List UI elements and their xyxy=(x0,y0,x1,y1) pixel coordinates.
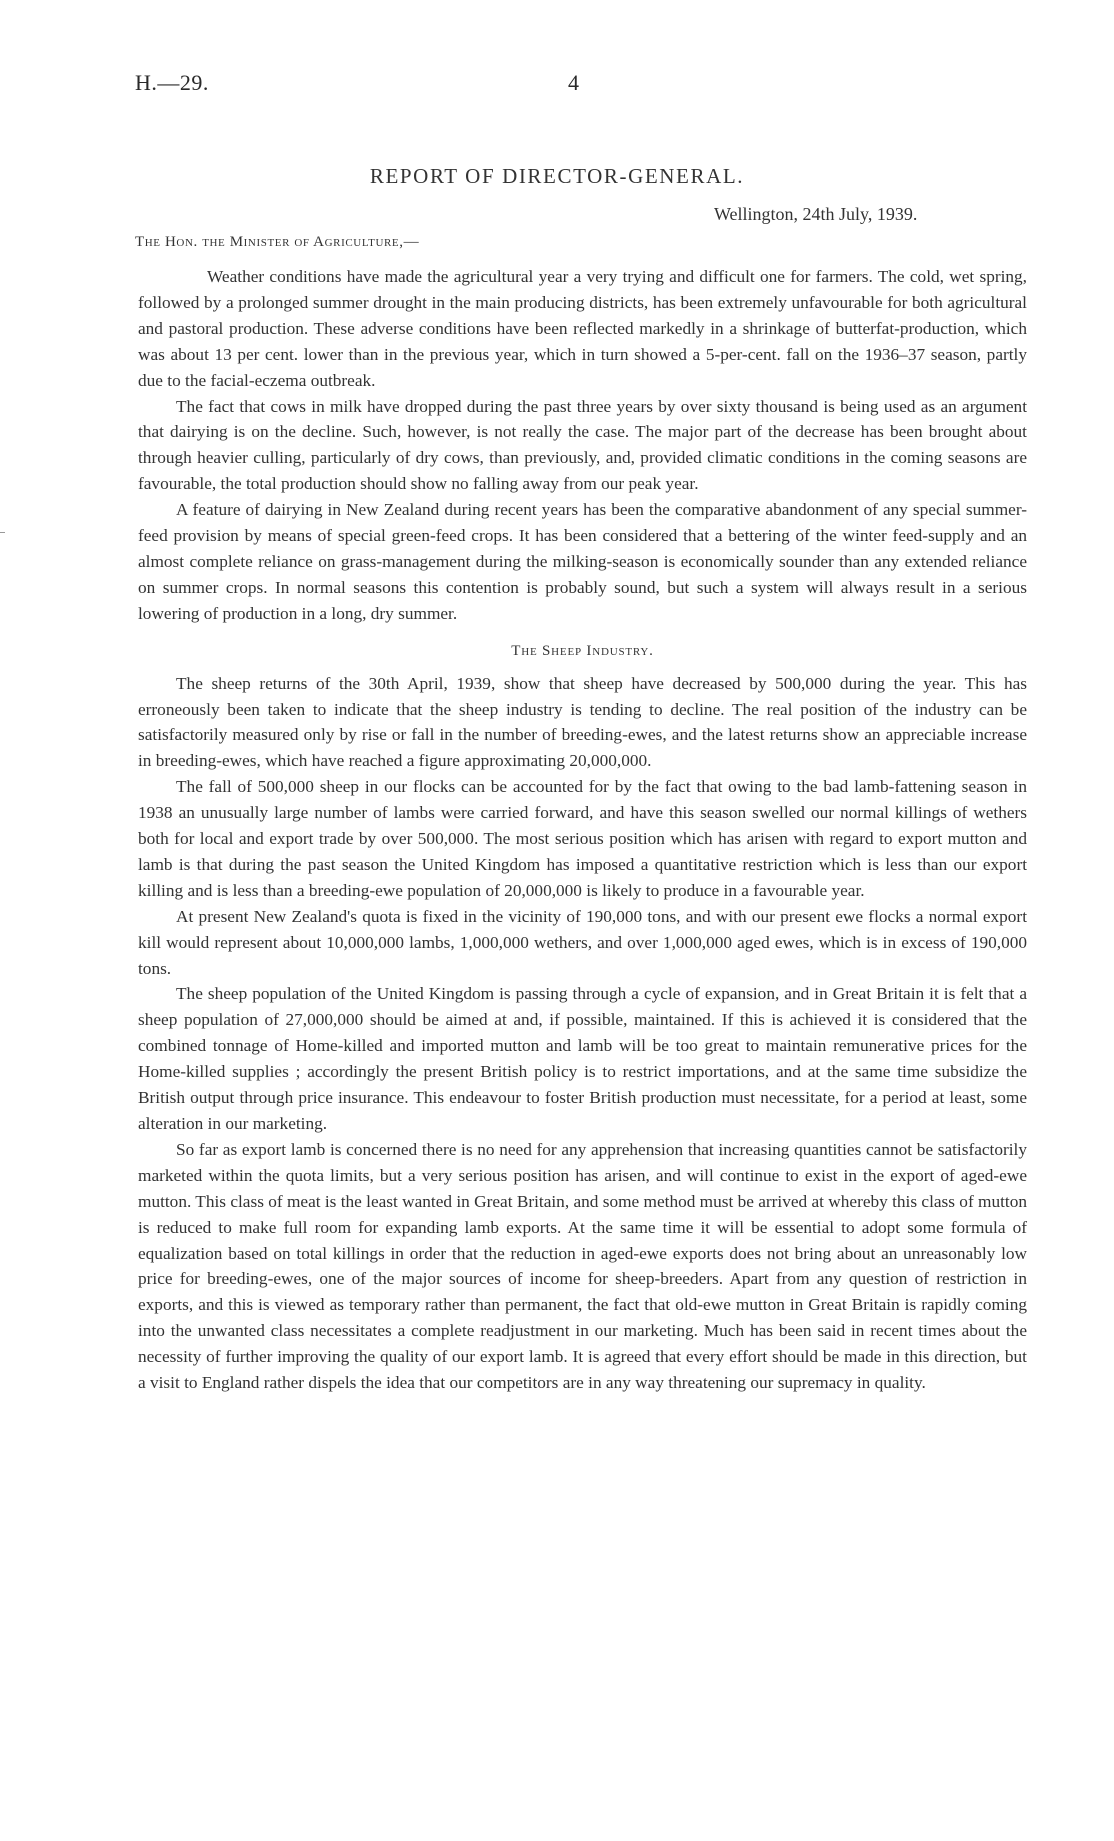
report-title: REPORT OF DIRECTOR-GENERAL. xyxy=(369,164,745,188)
paragraph: The fact that cows in milk have dropped during the past three years by over sixty thousand is being used as an argument that dairying is on the decline. Such, however, is not really the case. The major part of the decrease has been brought about through heavier culling, particularly of dry cows, than previously, and, provided climatic conditions in the coming seasons are favourable, the total production should show no falling away from our peak year. xyxy=(138,396,1027,494)
report-body xyxy=(138,264,1027,1396)
paragraph: A feature of dairying in New Zealand during recent years has been the comparative abandonment of any special summer-feed provision by means of special green-feed crops. It has been considered that a bettering of the winter feed-supply and an almost complete reliance on grass-management during the milking-season is economically sounder than any extended reliance on summer crops. In normal seasons this contention is probably sound, but such a system will always result in a serious lowering of production in a long, dry summer. xyxy=(138,500,1027,623)
paragraph: The sheep returns of the 30th April, 1939, show that sheep have decreased by 500,000 during the year. This has erroneously been taken to indicate that the sheep industry is tending to decline. The real position of the industry can be satisfactorily measured only by rise or fall in the number of breeding-ewes, and the latest returns show an appreciable increase in breeding-ewes, which have reached a figure approximating 20,000,000. xyxy=(138,673,1027,771)
section-heading: The Sheep Industry. xyxy=(511,642,654,659)
paragraph: The sheep population of the United Kingdom is passing through a cycle of expansion, and in Great Britain it is felt that a sheep population of 27,000,000 should be aimed at and, if possible, maintained. If this is achieved it is considered that the combined tonnage of Home-killed and imported mutton and lamb will be too great to maintain remunerative prices for the Home-killed supplies ; accordingly the present British policy is to restrict importations, and at the same time subsidize the British output through price insurance. This endeavour to foster British production must necessitate, for a period at least, some alteration in our marketing. xyxy=(138,984,1027,1133)
paragraph: At present New Zealand's quota is fixed in the vicinity of 190,000 tons, and with our present ewe flocks a normal export kill would represent about 10,000,000 lambs, 1,000,000 wethers, and over 1,000,000 aged ewes, which is in excess of 190,000 tons. xyxy=(138,906,1027,978)
page-number: 4 xyxy=(568,70,579,95)
document-reference: H.—29. xyxy=(135,70,209,95)
dateline: Wellington, 24th July, 1939. xyxy=(714,204,918,224)
paragraph: So far as export lamb is concerned there is no need for any apprehension that increasing quantities cannot be satisfactorily marketed within the quota limits, but a very serious position has arisen, and will continue to exist in the export of aged-ewe mutton. This class of meat is the least wanted in Great Britain, and some method must be arrived at whereby this class of mutton is reduced to make full room for expanding lamb exports. At the same time it will be essential to adopt some formula of equalization based on total killings in order that the reduction in aged-ewe exports does not bring about an unreasonably low price for breeding-ewes, one of the major sources of income for sheep-breeders. Apart from any question of restriction in exports, and this is viewed as temporary rather than permanent, the fact that old-ewe mutton in Great Britain is rapidly coming into the unwanted class necessitates a complete readjustment in our marketing. Much has been said in recent times about the necessity of further improving the quality of our export lamb. It is agreed that every effort should be made in this direction, but a visit to England rather dispels the idea that our competitors are in any way threatening our supremacy in quality. xyxy=(138,1139,1027,1393)
margin-mark xyxy=(0,532,5,533)
paragraph: Weather conditions have made the agricultural year a very trying and difficult one for farmers. The cold, wet spring, followed by a prolonged summer drought in the main producing districts, has been extremely unfavourable for both agricultural and pastoral production. These adverse conditions have been reflected markedly in a shrinkage of butterfat-production, which was about 13 per cent. lower than in the previous year, which in turn showed a 5-per-cent. fall on the 1936–37 season, partly due to the facial-eczema outbreak. xyxy=(138,267,1027,390)
salutation: The Hon. the Minister of Agriculture,— xyxy=(135,234,420,250)
paragraph: The fall of 500,000 sheep in our flocks can be accounted for by the fact that owing to the bad lamb-fattening season in 1938 an unusually large number of lambs were carried forward, and have this season swelled our normal killings of wethers both for local and export trade by over 500,000. The most serious position which has arisen with regard to export mutton and lamb is that during the past season the United Kingdom has imposed a quantitative restriction which is less than our export killing and is less than a breeding-ewe population of 20,000,000 is likely to produce in a favourable year. xyxy=(138,777,1027,900)
